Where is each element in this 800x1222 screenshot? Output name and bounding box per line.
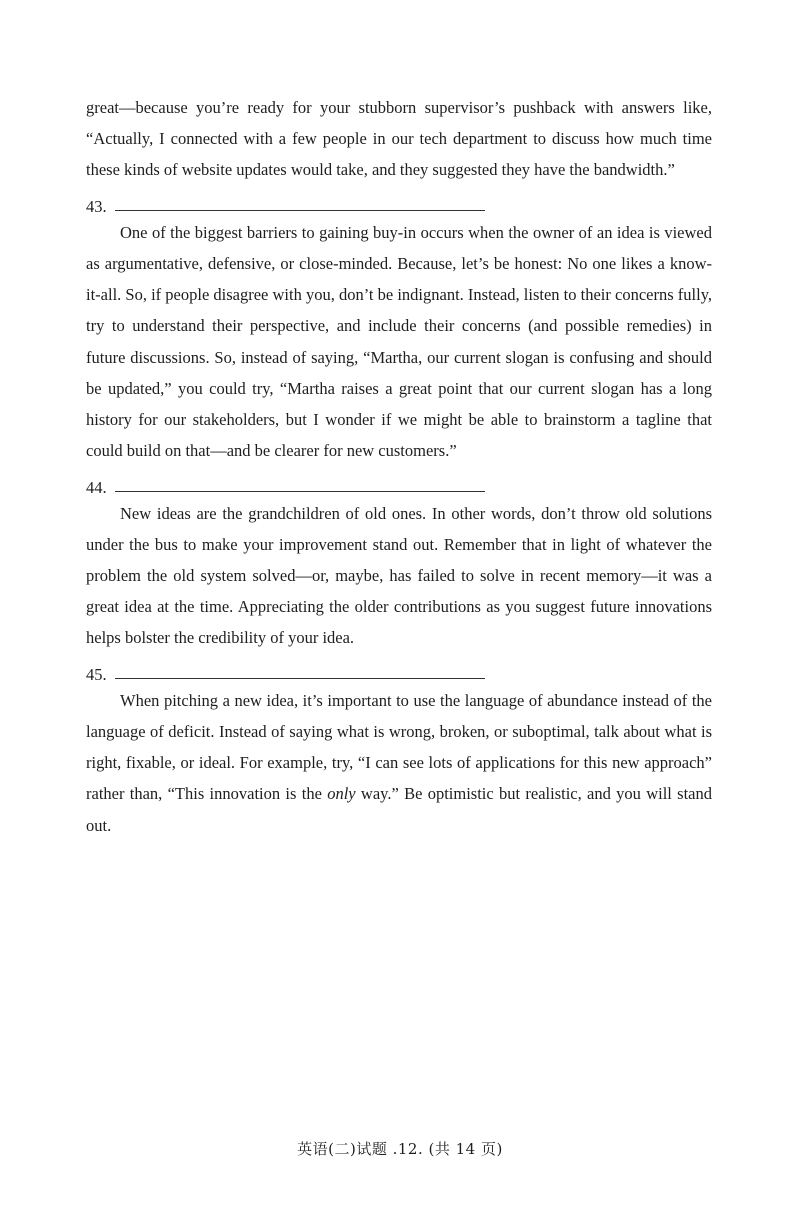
paragraph-43: One of the biggest barriers to gaining buy-in occurs when the owner of an idea is viewed as argumentative, defensive, or close-minded. Because, let’s be honest: No one likes a know-it-all. So, if people disagree with you, don’t be indignant. Instead, listen to their concerns fully, try to understand their perspective, and include their concerns (and possible remedies) in future discussions. So, instead of saying, “Martha, our current slogan is confusing and should be updated,” you could try, “Martha raises a great point that our current slogan has a long history for our stakeholders, but I wonder if we might be able to brainstorm a tagline that could build on that—and be clearer for new customers.” (86, 222, 712, 461)
paragraph-45 (86, 685, 712, 841)
paragraph-44: New ideas are the grandchildren of old ones. In other words, don’t throw old solutions under the bus to make your improvement stand out. Remember that in light of whatever the problem the old system solved—or, maybe, has failed to solve in recent memory—it was a great idea at the time. Appreciating the older contributions as you suggest future innovations helps bolster the credibility of your idea. (86, 503, 712, 648)
paragraph-45-emphasis: only (327, 784, 356, 804)
question-number: 43. (86, 196, 107, 216)
question-number: 44. (86, 477, 107, 497)
answer-blank-44 (86, 466, 712, 497)
answer-line[interactable] (115, 210, 485, 211)
answer-line[interactable] (115, 678, 485, 679)
paragraph-continuation: great—because you’re ready for your stubborn supervisor’s pushback with answers like, “Actually, I connected with a few people in our tech department to discuss how much time these kinds of website updates would take, and they suggested they have the bandwidth.” (86, 98, 712, 180)
answer-blank-43 (86, 186, 712, 217)
answer-blank-45 (86, 654, 712, 685)
page-footer: 英语(二)试题 .12. (共 14 页) (297, 1140, 503, 1158)
paragraph-45-text-before: When pitching a new idea, it’s important to use the language of abundance instead of the language of deficit. Instead of saying what is wrong, broken, or suboptimal, talk about what is right, fixable, or ideal. For example, try, “I can see lots of applications for this new approach” rather than, “This innovation is the (86, 690, 712, 804)
question-number: 45. (86, 664, 107, 684)
document-body (86, 92, 712, 841)
answer-line[interactable] (115, 491, 485, 492)
paragraph-45-text-after: way.” Be optimistic but realistic, and you will stand out. (86, 784, 713, 835)
